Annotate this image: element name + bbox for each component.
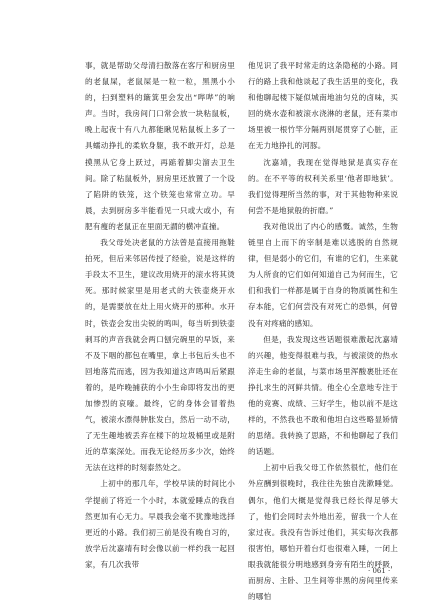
left-text-column xyxy=(85,58,235,573)
page-number: · 061 · xyxy=(368,567,391,575)
paragraph: 事，就是帮助父母清扫散落在客厅和厨房里的老鼠屎，老鼠屎是一粒一粒，黑黑小小的，扫到塑料的簸箕里会发出“哔哔”的响声。当时，我房间门口常会放一块粘鼠板，晚上起夜十有八九都能瞅见粘鼠板上多了一具蠕动挣扎的柔软身躯，我不敢开灯，总是摸黑从它身上跃过，再踮着脚尖溜去卫生间。除了粘鼠板外，厨房里还放置了一个设了陷阱的铁笼，这个铁笼也常常立功。早晨，去到厨房多半能看见一只或大或小，有肥有瘦的老鼠正在里面无謂的横冲直撞。 xyxy=(85,61,235,231)
paragraph: 沈嘉靖，我现在觉得地狱是真实存在的。在不平等的权利关系里‘他者即地狱’。我们觉得理所当然的事，对于其他物种来说何尝不是地狱般的折磨。” xyxy=(248,157,398,215)
right-text-column xyxy=(248,58,398,605)
paragraph: 他见识了我平时常走的这条隐秘的小路。同行的路上我和他谈起了我生活里的变化，我和他聊起楼下疑似城南地油匀兑的卤味，买回的烧水壶和被滚水浇淋的老鼠，还有菜市场里被一根竹竿分隔两别尾贯穿了心脏，正在无力地挣扎的河豚。 xyxy=(248,61,398,151)
paragraph: 但是，我发现这些话题很难激起沈嘉靖的兴趣，他变得很难与我，与被滚烫的热水淬走生命的老鼠，与菜市场里浑酸裹肚还在挣扎求生的河鲜共情。他全心全意地专注于他的竞赛、成绩、三好学生，他以前不是这样的，不然我也不敢和他坦白这些略显矫情的思绪。我转换了思路，不和他聊起了我们的话题。 xyxy=(248,334,398,457)
paragraph: 我父母处决老鼠的方法曾是直接用拖鞋拍死，但后来邻居传授了经验，说是这样的手段太不卫生，建议改用烧开的滚水将其烫死。那时候家里是用老式的大铁壶烧开水的，是需要放在灶上用火烧开的那种。水开时，铁壶会发出尖锐的鸣叫，每当听到铁壶刺耳的声音我就会两口刨完碗里的早饭，来不及下咽的都包在嘴里，拿上书包后头也不回地落荒而逃，因为我知道这声鸣叫后紧跟着的，是咋晚捕获的小小生命即将发出的更加惨烈的哀嚎。最终，它的身体会冒着热气，被滚水漂得肿胀发白，然后一动不动，了无生趣地被丢弃在楼下的垃圾桶里或是附近的草案深处。而我无论经历多少次，始终无法在这样的时刻泰然处之。 xyxy=(85,238,235,473)
paragraph: 上初中后我父母工作依然很忙，他们在外应酬到很晚时，我往往先独自洗漱睡觉。偶尔，他们大概是觉得我已经长得足够大了，他们会同时去外地出差，留我一个人在家过夜。我没有告诉过他们，其实每次我都很害怕，哪怕开着台灯也很难入睡，一闭上眼我就能很分明地感到身旁有陌生的呼吸，而厨房、主卧、卫生间等非黑的房间里传来的哪怕 xyxy=(248,463,398,602)
paragraph: 我对他说出了内心的感慨。诚然，生物链里自上而下的宰制是难以逃脱的自然规律，但是弱小的它们，有谁的它们，生来就为人所食的它们如何知道自己为何而生，它们和我们一样都是属于自身的物质属性和生存本能，它们何尝没有对死亡的恐惧，何曾没有对疼痛的感知。 xyxy=(248,221,398,328)
paragraph: 上初中的那几年，学校早读的时间比小学提前了将近一个小时，本就爱睡点的我自然更加有心无力。早晨我会毫不犹豫地选择更近的小路。我们初三前是没有晚自习的，放学后沈嘉靖有时会像以前一样约我一起回家，有几次我带 xyxy=(85,479,235,569)
